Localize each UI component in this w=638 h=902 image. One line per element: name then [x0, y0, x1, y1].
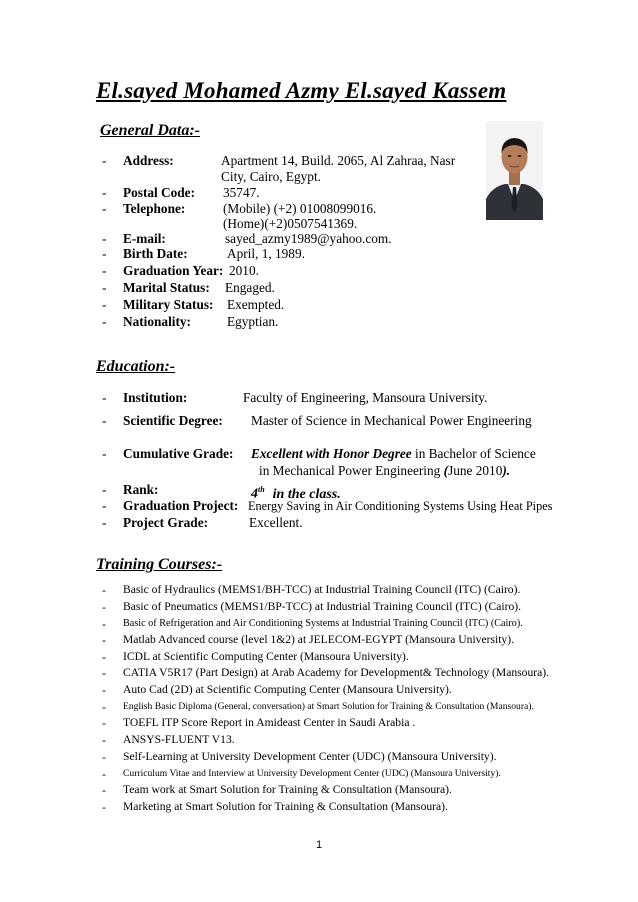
bullet-dash: -	[102, 446, 107, 461]
bullet-dash: -	[102, 201, 107, 216]
bullet-dash: -	[102, 231, 107, 246]
portrait-illustration	[486, 121, 543, 220]
course-text: Team work at Smart Solution for Training & Consultation (Mansoura).	[123, 783, 452, 796]
bullet-dash: -	[102, 314, 107, 329]
telephone-label: Telephone:	[123, 201, 186, 216]
grade-line2	[259, 463, 510, 479]
project-grade-value: Excellent.	[249, 515, 303, 530]
course-text: Basic of Hydraulics (MEMS1/BH-TCC) at Industrial Training Council (ITC) (Cairo).	[123, 583, 521, 596]
course-text: Matlab Advanced course (level 1&2) at JELECOM-EGYPT (Mansoura University).	[123, 633, 514, 646]
bullet-dash: -	[102, 153, 107, 168]
bullet-dash: -	[102, 767, 106, 781]
bullet-dash: -	[102, 498, 107, 513]
address-line1: Apartment 14, Build. 2065, Al Zahraa, Nasr	[221, 153, 456, 168]
bullet-dash: -	[102, 600, 106, 614]
course-text: English Basic Diploma (General, conversation) at Smart Solution for Training & Consultation (Mansoura).	[123, 701, 534, 712]
nationality-value: Egyptian.	[227, 314, 279, 329]
email-value: sayed_azmy1989@yahoo.com.	[225, 231, 392, 246]
bullet-dash: -	[102, 700, 106, 714]
bullet-dash: -	[102, 482, 107, 497]
rank-label: Rank:	[123, 482, 159, 497]
degree-label: Scientific Degree:	[123, 413, 223, 428]
degree-value: Master of Science in Mechanical Power Engineering	[251, 413, 532, 428]
bullet-dash: -	[102, 263, 107, 278]
rank-rest: in the class.	[272, 486, 341, 502]
birth-value: April, 1, 1989.	[227, 246, 305, 261]
course-text: ICDL at Scientific Computing Center (Mansoura University).	[123, 650, 409, 663]
address-line2: City, Cairo, Egypt.	[221, 169, 321, 184]
course-text: Marketing at Smart Solution for Training & Consultation (Mansoura).	[123, 800, 448, 813]
rank-number: 4	[251, 486, 258, 502]
grade-rest: in Bachelor of Science	[411, 446, 536, 461]
bullet-dash: -	[102, 390, 107, 405]
institution-value: Faculty of Engineering, Mansoura University.	[243, 390, 488, 405]
nationality-label: Nationality:	[123, 314, 191, 329]
bullet-dash: -	[102, 280, 107, 295]
grade-paren-open: (	[443, 463, 449, 478]
institution-label: Institution:	[123, 390, 188, 405]
graduation-value: 2010.	[229, 263, 259, 278]
bullet-dash: -	[102, 716, 106, 730]
course-text: Auto Cad (2D) at Scientific Computing Center (Mansoura University).	[123, 683, 452, 696]
rank-suffix: th	[258, 485, 265, 494]
marital-value: Engaged.	[225, 280, 275, 295]
bullet-dash: -	[102, 617, 106, 631]
bullet-dash: -	[102, 650, 106, 664]
email-label: E-mail:	[123, 231, 166, 246]
bullet-dash: -	[102, 750, 106, 764]
graduation-label: Graduation Year:	[123, 263, 224, 278]
grade-paren-close: ).	[502, 463, 511, 478]
grade-label: Cumulative Grade:	[123, 446, 234, 461]
grade-value	[251, 446, 536, 462]
training-heading: Training Courses:-	[96, 556, 223, 573]
profile-photo	[486, 121, 543, 220]
bullet-dash: -	[102, 297, 107, 312]
military-label: Military Status:	[123, 297, 214, 312]
bullet-dash: -	[102, 733, 106, 747]
course-text: ANSYS-FLUENT V13.	[123, 733, 235, 746]
course-text: Self-Learning at University Development Center (UDC) (Mansoura University).	[123, 750, 497, 763]
course-text: Basic of Pneumatics (MEMS1/BP-TCC) at Industrial Training Council (ITC) (Cairo).	[123, 600, 522, 613]
project-grade-label: Project Grade:	[123, 515, 209, 530]
grade-date: June 2010	[448, 463, 503, 478]
project-value: Energy Saving in Air Conditioning Systems Using Heat Pipes	[248, 499, 553, 513]
birth-label: Birth Date:	[123, 246, 188, 261]
telephone-mobile: (Mobile) (+2) 01008099016.	[223, 201, 377, 216]
course-text: Basic of Refrigeration and Air Conditioning Systems at Industrial Training Council (ITC) (Cairo).	[123, 618, 523, 629]
grade-line2-text: in Mechanical Power Engineering	[259, 463, 444, 478]
course-text: Curriculum Vitae and Interview at University Development Center (UDC) (Mansoura University).	[123, 768, 501, 779]
military-value: Exempted.	[227, 297, 285, 312]
bullet-dash: -	[102, 633, 106, 647]
bullet-dash: -	[102, 783, 106, 797]
cv-name: El.sayed Mohamed Azmy El.sayed Kassem	[96, 78, 507, 103]
telephone-home: (Home)(+2)0507541369.	[223, 216, 358, 231]
bullet-dash: -	[102, 583, 106, 597]
education-heading: Education:-	[96, 358, 176, 375]
bullet-dash: -	[102, 185, 107, 200]
bullet-dash: -	[102, 683, 106, 697]
course-text: CATIA V5R17 (Part Design) at Arab Academy for Development& Technology (Mansoura).	[123, 666, 550, 679]
course-text: TOEFL ITP Score Report in Amideast Center in Saudi Arabia .	[123, 716, 416, 729]
bullet-dash: -	[102, 413, 107, 428]
postal-label: Postal Code:	[123, 185, 196, 200]
project-label: Graduation Project:	[123, 498, 239, 513]
general-data-heading: General Data:-	[100, 122, 200, 139]
page-number: 1	[316, 839, 323, 851]
bullet-dash: -	[102, 800, 106, 814]
address-label: Address:	[123, 153, 174, 168]
bullet-dash: -	[102, 246, 107, 261]
grade-emphasis: Excellent with Honor Degree	[251, 446, 412, 461]
bullet-dash: -	[102, 515, 107, 530]
bullet-dash: -	[102, 666, 106, 680]
postal-value: 35747.	[223, 185, 260, 200]
marital-label: Marital Status:	[123, 280, 210, 295]
